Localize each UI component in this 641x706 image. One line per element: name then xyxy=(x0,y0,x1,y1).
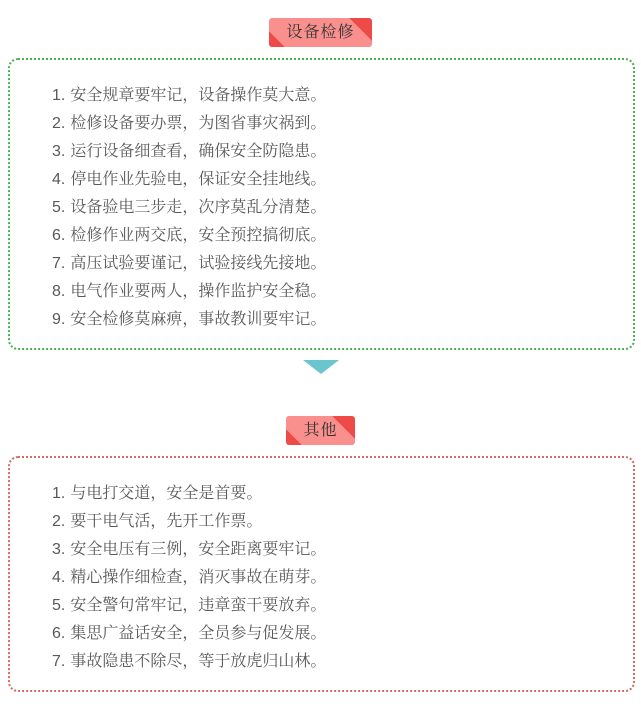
list-item-number: 3. xyxy=(52,541,66,558)
section-badge-equipment-maintenance: 设备检修 xyxy=(269,18,371,47)
section-equipment-maintenance xyxy=(0,0,641,350)
section-other xyxy=(0,374,641,692)
list-item xyxy=(52,82,615,110)
list-item-number: 6. xyxy=(52,227,66,244)
list-item-text: 事故隐患不除尽，等于放虎归山林。 xyxy=(70,653,327,670)
equipment-slogan-list xyxy=(36,82,615,334)
list-item xyxy=(52,194,615,222)
list-item xyxy=(52,508,615,536)
badge-row-other xyxy=(0,374,641,445)
section-badge-other: 其他 xyxy=(286,416,354,445)
list-item-text: 要干电气活，先开工作票。 xyxy=(70,513,263,530)
list-item xyxy=(52,480,615,508)
list-item-number: 9. xyxy=(52,311,66,328)
list-item-text: 运行设备细查看，确保安全防隐患。 xyxy=(70,143,327,160)
other-list-box xyxy=(8,456,635,692)
other-slogan-list xyxy=(36,480,615,676)
equipment-list-box xyxy=(8,58,635,350)
list-item-text: 高压试验要谨记，试验接线先接地。 xyxy=(70,255,327,272)
list-item-number: 2. xyxy=(52,115,66,132)
list-item-number: 4. xyxy=(52,569,66,586)
arrow-down-icon xyxy=(303,360,339,374)
list-item-text: 安全警句常牢记，违章蛮干要放弃。 xyxy=(70,597,327,614)
list-item-number: 7. xyxy=(52,255,66,272)
list-item-number: 1. xyxy=(52,87,66,104)
list-item-number: 7. xyxy=(52,653,66,670)
list-item-number: 4. xyxy=(52,171,66,188)
list-item-text: 检修设备要办票，为图省事灾祸到。 xyxy=(70,115,327,132)
section-divider xyxy=(0,350,641,374)
list-item xyxy=(52,592,615,620)
list-item-text: 检修作业两交底，安全预控搞彻底。 xyxy=(70,227,327,244)
list-item-text: 安全检修莫麻痹，事故教训要牢记。 xyxy=(70,311,327,328)
list-item xyxy=(52,620,615,648)
list-item xyxy=(52,222,615,250)
list-item-number: 5. xyxy=(52,597,66,614)
badge-row-equipment xyxy=(0,0,641,47)
list-item-text: 设备验电三步走，次序莫乱分清楚。 xyxy=(70,199,327,216)
list-item-text: 停电作业先验电，保证安全挂地线。 xyxy=(70,171,327,188)
list-item xyxy=(52,648,615,676)
list-item-text: 电气作业要两人，操作监护安全稳。 xyxy=(70,283,327,300)
list-item xyxy=(52,564,615,592)
list-item-number: 3. xyxy=(52,143,66,160)
list-item-number: 5. xyxy=(52,199,66,216)
list-item-number: 6. xyxy=(52,625,66,642)
list-item xyxy=(52,138,615,166)
list-item-text: 集思广益话安全，全员参与促发展。 xyxy=(70,625,327,642)
list-item xyxy=(52,250,615,278)
list-item-number: 8. xyxy=(52,283,66,300)
list-item-text: 安全电压有三例，安全距离要牢记。 xyxy=(70,541,327,558)
list-item-number: 2. xyxy=(52,513,66,530)
list-item xyxy=(52,306,615,334)
list-item-text: 安全规章要牢记，设备操作莫大意。 xyxy=(70,87,327,104)
list-item xyxy=(52,278,615,306)
list-item-text: 精心操作细检查，消灭事故在萌芽。 xyxy=(70,569,327,586)
list-item xyxy=(52,536,615,564)
list-item xyxy=(52,110,615,138)
list-item xyxy=(52,166,615,194)
list-item-text: 与电打交道，安全是首要。 xyxy=(70,485,263,502)
list-item-number: 1. xyxy=(52,485,66,502)
